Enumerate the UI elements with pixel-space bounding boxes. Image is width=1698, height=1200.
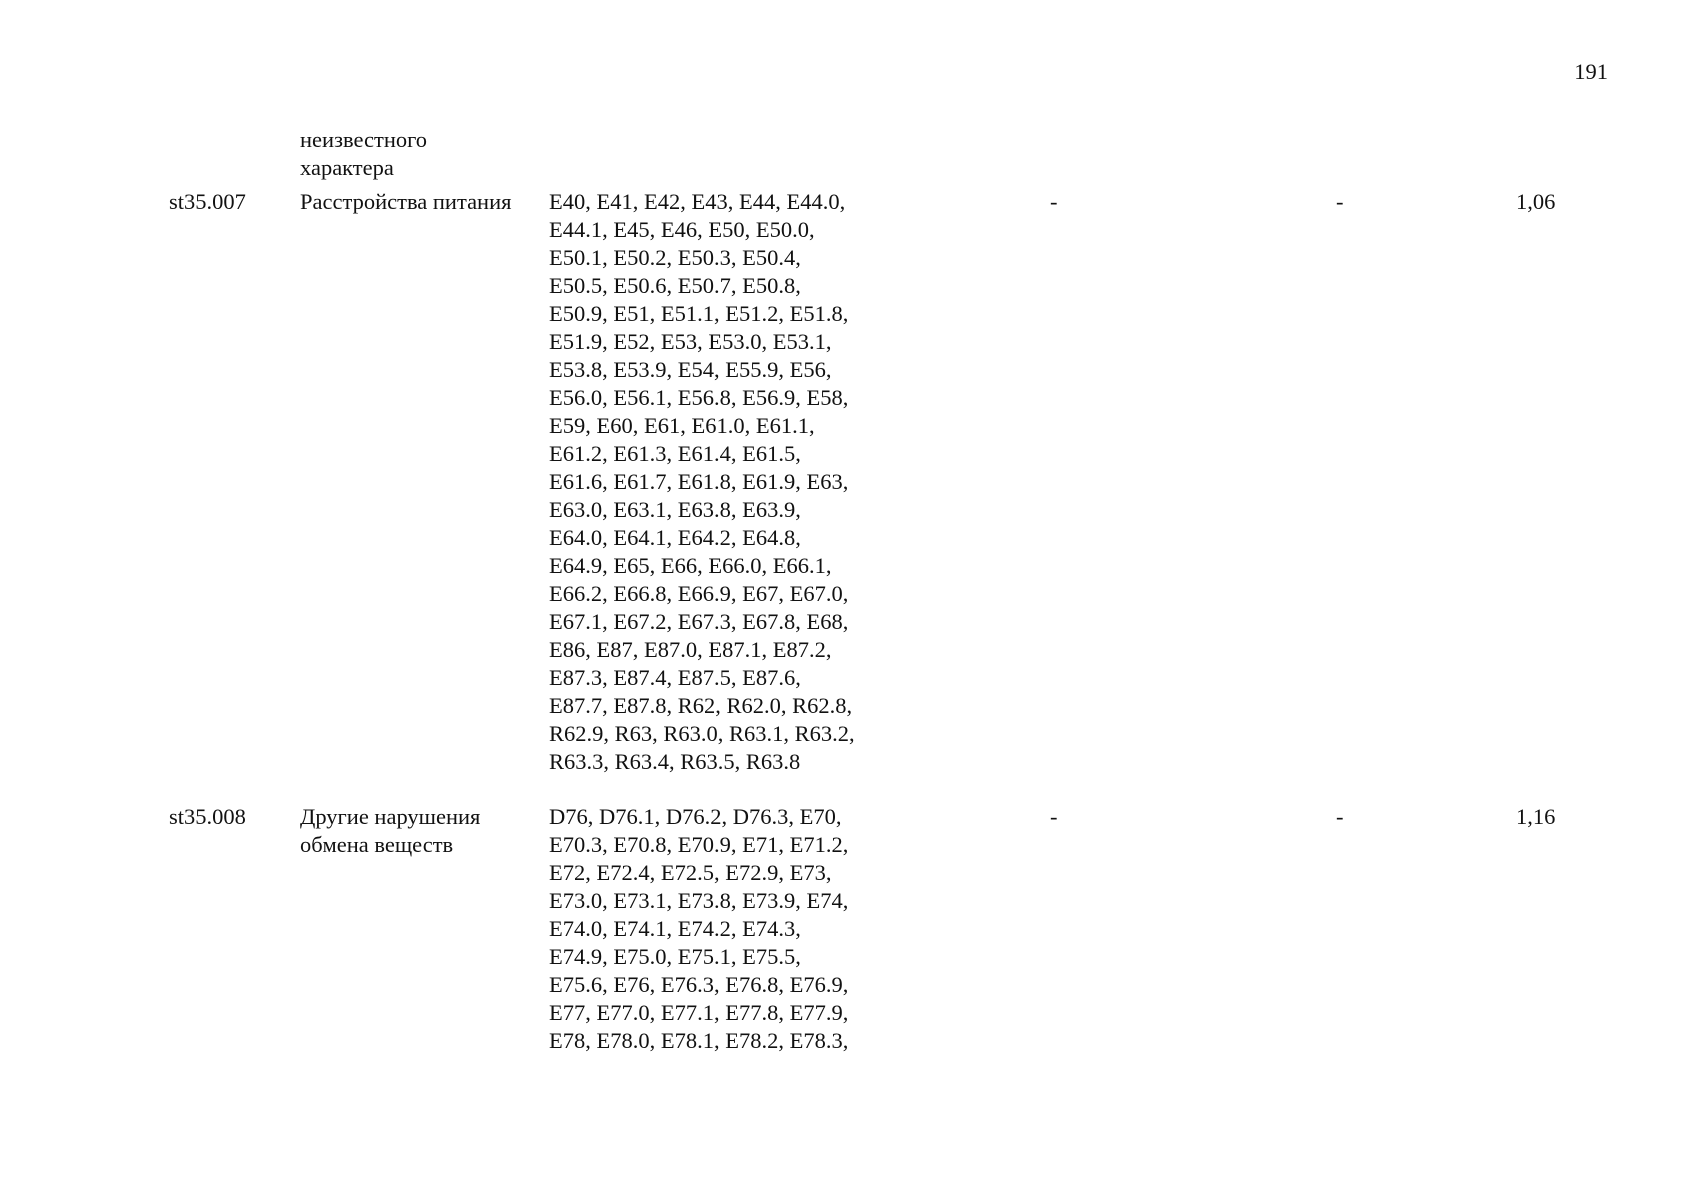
icd-line: E64.0, E64.1, E64.2, E64.8, — [549, 525, 801, 550]
icd-line: E67.1, E67.2, E67.3, E67.8, E68, — [549, 609, 849, 634]
icd-line: E50.9, E51, E51.1, E51.2, E51.8, — [549, 301, 849, 326]
continued-name-line: характера — [300, 155, 394, 180]
icd-line: E72, E72.4, E72.5, E72.9, E73, — [549, 860, 832, 885]
icd-line: E75.6, E76, E76.3, E76.8, E76.9, — [549, 972, 849, 997]
icd-line: E51.9, E52, E53, E53.0, E53.1, — [549, 329, 832, 354]
continued-name-line: неизвестного — [300, 127, 428, 152]
row-name — [300, 188, 545, 216]
icd-line: E50.5, E50.6, E50.7, E50.8, — [549, 273, 801, 298]
icd-line: E73.0, E73.1, E73.8, E73.9, E74, — [549, 888, 849, 913]
icd-line: R63.3, R63.4, R63.5, R63.8 — [549, 749, 801, 774]
icd-line: E77, E77.0, E77.1, E77.8, E77.9, — [549, 1000, 849, 1025]
icd-line: E87.7, E87.8, R62, R62.0, R62.8, — [549, 693, 853, 718]
row-name — [300, 803, 545, 859]
icd-line: E64.9, E65, E66, E66.0, E66.1, — [549, 553, 832, 578]
icd-line: E78, E78.0, E78.1, E78.2, E78.3, — [549, 1028, 849, 1053]
icd-line: D76, D76.1, D76.2, D76.3, E70, — [549, 804, 842, 829]
continued-row-name — [300, 126, 427, 182]
col1-dash: - — [1050, 189, 1058, 214]
col2-dash: - — [1336, 189, 1344, 214]
icd-line: E56.0, E56.1, E56.8, E56.9, E58, — [549, 385, 849, 410]
icd-line: E74.0, E74.1, E74.2, E74.3, — [549, 916, 801, 941]
row-name-line: Расстройства питания — [300, 189, 512, 214]
col1-dash: - — [1050, 804, 1058, 829]
icd-line: R62.9, R63, R63.0, R63.1, R63.2, — [549, 721, 855, 746]
row-coefficient: 1,06 — [1516, 189, 1556, 214]
icd-line: E50.1, E50.2, E50.3, E50.4, — [549, 245, 801, 270]
icd-line: E87.3, E87.4, E87.5, E87.6, — [549, 665, 801, 690]
icd-line: E66.2, E66.8, E66.9, E67, E67.0, — [549, 581, 849, 606]
row-code: st35.008 — [169, 804, 246, 829]
row-name-line: обмена веществ — [300, 832, 454, 857]
icd-line: E63.0, E63.1, E63.8, E63.9, — [549, 497, 801, 522]
icd-line: E40, E41, E42, E43, E44, E44.0, — [549, 189, 846, 214]
col2-dash: - — [1336, 804, 1344, 829]
icd-codes — [549, 803, 909, 1055]
icd-line: E61.6, E61.7, E61.8, E61.9, E63, — [549, 469, 849, 494]
icd-line: E53.8, E53.9, E54, E55.9, E56, — [549, 357, 832, 382]
row-coefficient: 1,16 — [1516, 804, 1556, 829]
icd-line: E44.1, E45, E46, E50, E50.0, — [549, 217, 815, 242]
icd-line: E86, E87, E87.0, E87.1, E87.2, — [549, 637, 832, 662]
icd-line: E59, E60, E61, E61.0, E61.1, — [549, 413, 815, 438]
icd-line: E61.2, E61.3, E61.4, E61.5, — [549, 441, 801, 466]
row-code: st35.007 — [169, 189, 246, 214]
row-name-line: Другие нарушения — [300, 804, 481, 829]
icd-line: E74.9, E75.0, E75.1, E75.5, — [549, 944, 801, 969]
page-number: 191 — [1574, 59, 1608, 84]
icd-line: E70.3, E70.8, E70.9, E71, E71.2, — [549, 832, 849, 857]
icd-codes — [549, 188, 909, 776]
